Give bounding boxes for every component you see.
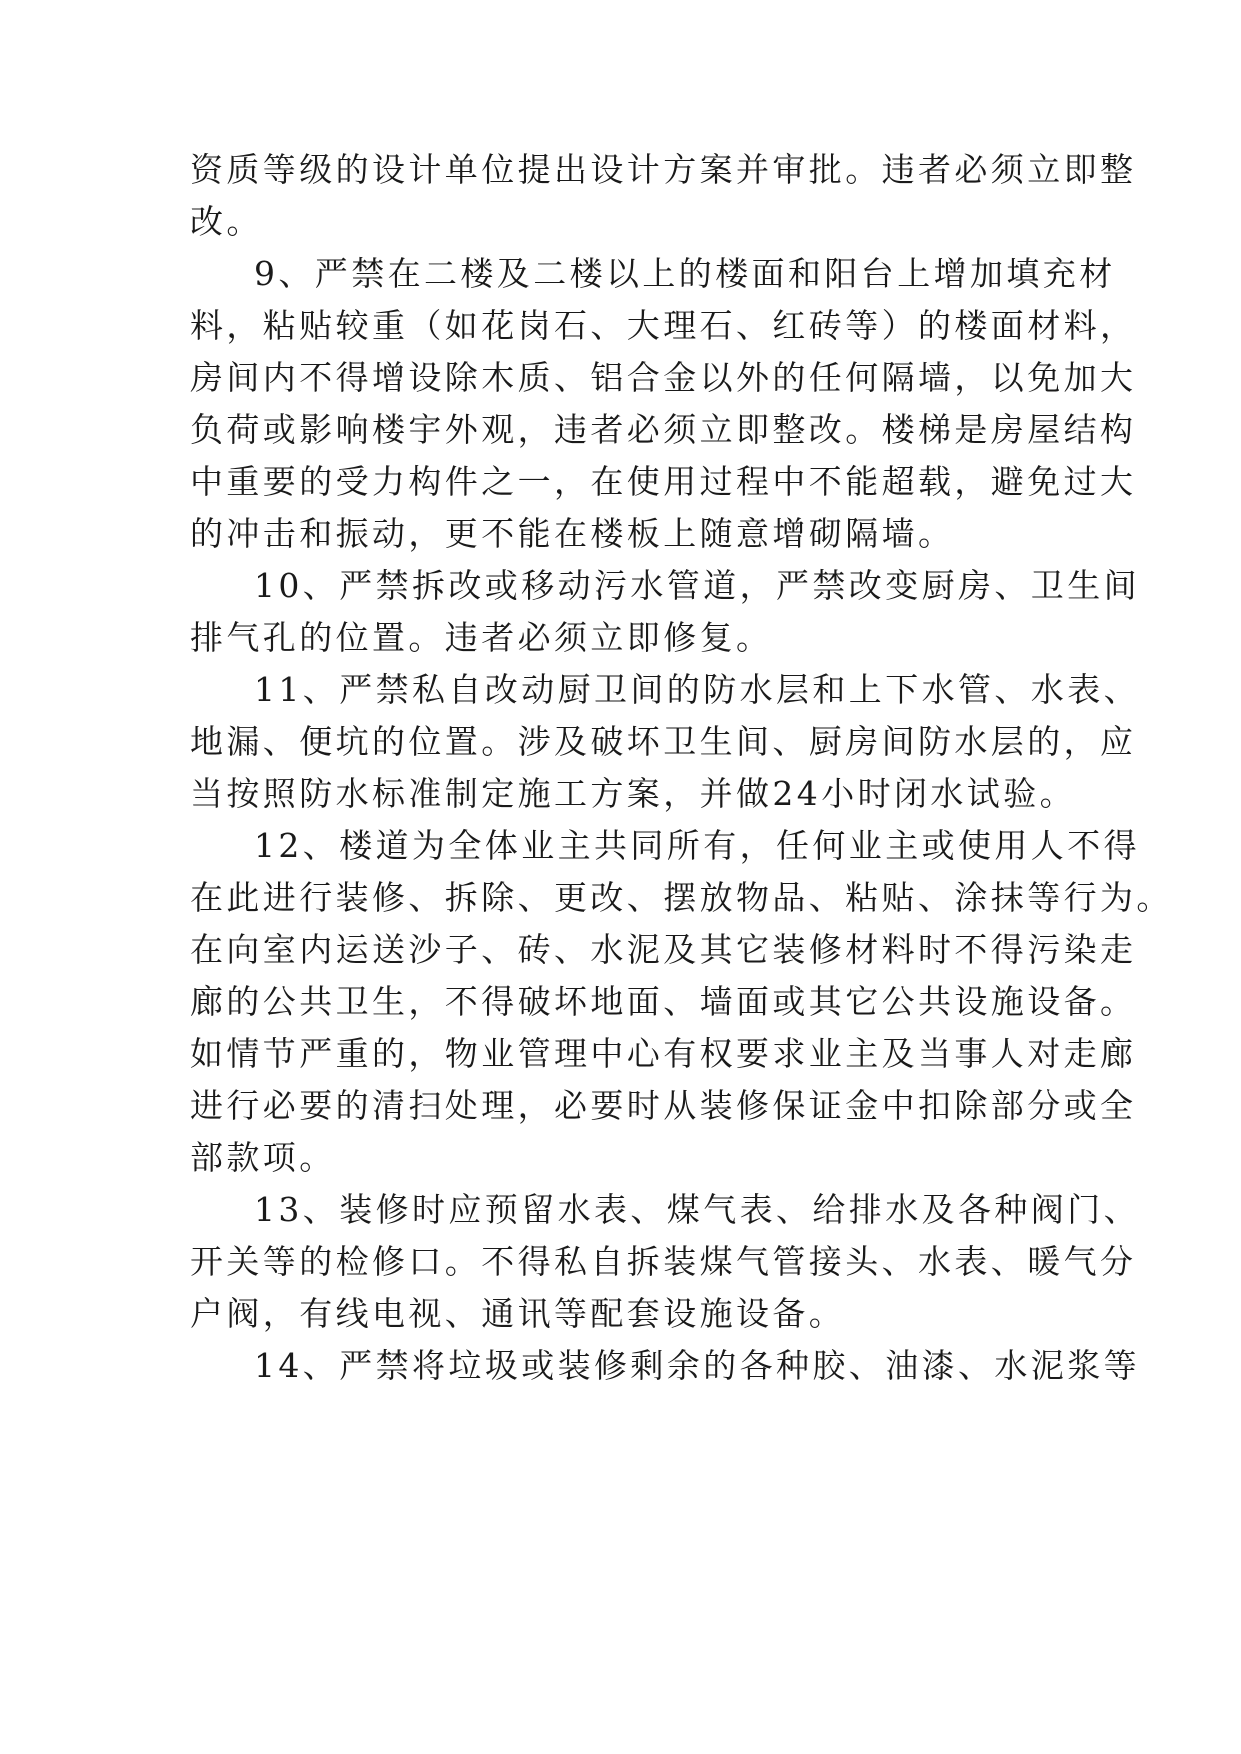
text-line: 如情节严重的，物业管理中心有权要求业主及当事人对走廊	[190, 1034, 1137, 1073]
text-line: 12、楼道为全体业主共同所有，任何业主或使用人不得	[254, 826, 1140, 865]
text-line: 开关等的检修口。不得私自拆装煤气管接头、水表、暖气分	[190, 1242, 1137, 1281]
text-line: 户阀，有线电视、通讯等配套设施设备。	[190, 1294, 846, 1333]
text-line: 的冲击和振动，更不能在楼板上随意增砌隔墙。	[190, 514, 955, 553]
text-line: 进行必要的清扫处理，必要时从装修保证金中扣除部分或全	[190, 1086, 1137, 1125]
text-line: 13、装修时应预留水表、煤气表、给排水及各种阀门、	[254, 1190, 1140, 1229]
text-line: 廊的公共卫生，不得破坏地面、墙面或其它公共设施设备。	[190, 982, 1137, 1021]
text-line: 地漏、便坑的位置。涉及破坏卫生间、厨房间防水层的，应	[190, 722, 1137, 761]
text-line: 排气孔的位置。违者必须立即修复。	[190, 618, 773, 657]
text-line: 部款项。	[190, 1138, 336, 1177]
text-line: 11、严禁私自改动厨卫间的防水层和上下水管、水表、	[254, 670, 1140, 709]
text-line: 在此进行装修、拆除、更改、摆放物品、粘贴、涂抹等行为。	[190, 878, 1173, 917]
text-line: 资质等级的设计单位提出设计方案并审批。违者必须立即整	[190, 150, 1137, 189]
text-line: 负荷或影响楼宇外观，违者必须立即整改。楼梯是房屋结构	[190, 410, 1137, 449]
text-line: 改。	[190, 202, 263, 241]
text-line: 在向室内运送沙子、砖、水泥及其它装修材料时不得污染走	[190, 930, 1137, 969]
text-line: 料，粘贴较重（如花岗石、大理石、红砖等）的楼面材料，	[190, 306, 1137, 345]
text-line: 9、严禁在二楼及二楼以上的楼面和阳台上增加填充材	[254, 254, 1116, 293]
text-line: 当按照防水标准制定施工方案，并做24小时闭水试验。	[190, 774, 1076, 813]
text-line: 10、严禁拆改或移动污水管道，严禁改变厨房、卫生间	[254, 566, 1140, 605]
text-line: 房间内不得增设除木质、铝合金以外的任何隔墙，以免加大	[190, 358, 1137, 397]
text-line: 14、严禁将垃圾或装修剩余的各种胶、油漆、水泥浆等	[254, 1346, 1140, 1385]
text-line: 中重要的受力构件之一，在使用过程中不能超载，避免过大	[190, 462, 1137, 501]
